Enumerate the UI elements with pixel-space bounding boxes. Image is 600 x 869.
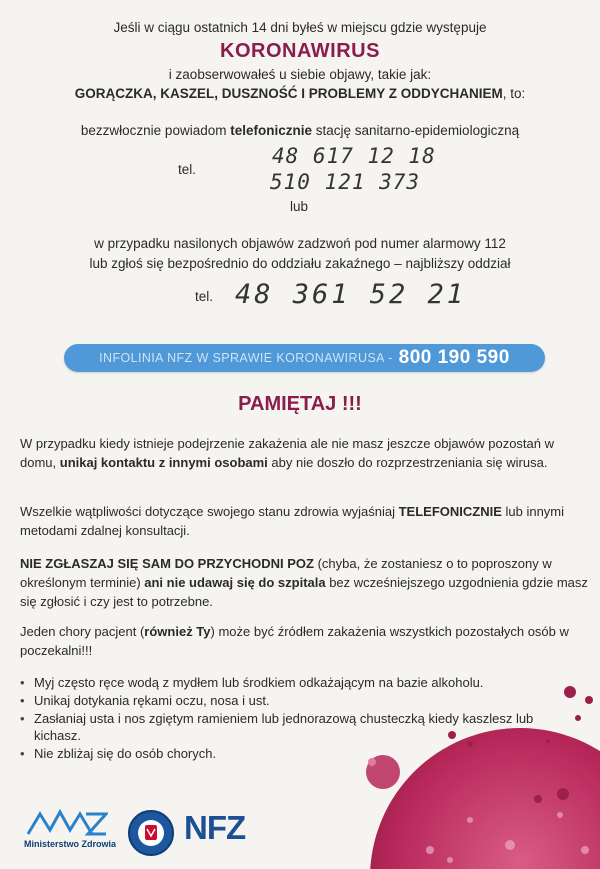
nfz-hotline-banner[interactable] — [64, 344, 545, 372]
paragraph-clinic — [20, 554, 590, 611]
p2-text-bold: TELEFONICZNIE — [398, 504, 502, 519]
hotline-number[interactable]: 800 190 590 — [398, 347, 510, 368]
advice-list — [20, 674, 580, 763]
p2-text-a: Wszelkie wątpliwości dotyczące swojego stanu zdrowia wyjaśniaj — [20, 504, 399, 519]
alarm-line-2: lub zgłoś się bezpośrednio do oddziału zakaźnego – najbliższy oddział — [89, 256, 511, 271]
p4-text-a: Jeden chory pacjent ( — [20, 624, 145, 639]
tel-label-2: tel. — [195, 289, 214, 304]
hotline-label: INFOLINIA NFZ W SPRAWIE KORONAWIRUSA - — [99, 351, 393, 365]
list-item: • Unikaj dotykania rękami oczu, nosa i ust. — [20, 692, 580, 709]
p3-text-bold-a: NIE ZGŁASZAJ SIĘ SAM DO PRZYCHODNI POZ — [20, 556, 314, 571]
ministry-logo-icon — [26, 808, 108, 838]
list-item: • Nie zbliżaj się do osób chorych. — [20, 745, 580, 762]
symptoms-tail: , to: — [502, 86, 526, 101]
p3-text-b: (chyba, że zostaniesz o to poproszony w określonym terminie) — [20, 556, 552, 590]
ward-phone[interactable]: 48 361 52 21 — [235, 279, 467, 310]
alarm-line-1: w przypadku nasilonych objawów zadzwoń pod numer alarmowy 112 — [94, 236, 506, 251]
paragraph-consultation — [20, 502, 590, 540]
p3-text-d: bez wcześniejszego uzgodnienia gdzie masz się zgłosić i czy jest to potrzebne. — [20, 575, 588, 609]
sanepid-phone-2[interactable]: 510 121 373 — [270, 170, 421, 194]
p2-text-c: lub innymi metodami zdalnej konsultacji. — [20, 504, 565, 538]
eagle-emblem-icon — [128, 810, 174, 856]
paragraph-isolation — [20, 434, 590, 472]
p3-text-bold-c: ani nie udawaj się do szpitala — [144, 575, 326, 590]
p4-text-bold: również Ty — [144, 624, 211, 639]
symptoms-text — [0, 86, 600, 101]
alarm-text — [0, 234, 600, 274]
list-item: • Zasłaniaj usta i nos zgiętym ramieniem lub jednorazową chusteczką kiedy kaszlesz lub kichasz. — [20, 710, 580, 744]
intro-text: Jeśli w ciągu ostatnich 14 dni byłeś w miejscu gdzie występuje — [113, 20, 487, 35]
p1-text-a: W przypadku kiedy istnieje podejrzenie zakażenia ale nie masz jeszcze objawów pozostań w domu, — [20, 436, 554, 470]
observed-text: i zaobserwowałeś u siebie objawy, takie jak: — [168, 67, 432, 82]
tel-label-1: tel. — [178, 162, 197, 177]
nfz-logo: NFZ — [184, 809, 246, 846]
list-item: • Myj często ręce wodą z mydłem lub środkiem odkażającym na bazie alkoholu. — [20, 674, 580, 691]
notify-before: bezzwłocznie powiadom — [80, 123, 231, 138]
remember-heading: PAMIĘTAJ !!! — [238, 393, 362, 415]
paragraph-waiting-room — [20, 622, 590, 660]
p1-text-bold: unikaj kontaktu z innymi osobami — [59, 455, 268, 470]
or-text: lub — [290, 199, 309, 214]
sanepid-phone-1[interactable]: 48 617 12 18 — [272, 144, 436, 168]
symptoms-list: GORĄCZKA, KASZEL, DUSZNOŚĆ I PROBLEMY Z ODDYCHANIEM — [74, 86, 503, 101]
notify-bold: telefonicznie — [230, 123, 312, 138]
p1-text-c: aby nie doszło do rozprzestrzeniania się wirusa. — [267, 455, 548, 470]
p4-text-c: ) może być źródłem zakażenia wszystkich pozostałych osób w poczekalni!!! — [20, 624, 569, 658]
notify-text — [0, 123, 600, 138]
ministry-label: Ministerstwo Zdrowia — [24, 839, 117, 849]
notify-after: stację sanitarno-epidemiologiczną — [311, 123, 520, 138]
virus-heading: KORONAWIRUS — [220, 40, 380, 62]
